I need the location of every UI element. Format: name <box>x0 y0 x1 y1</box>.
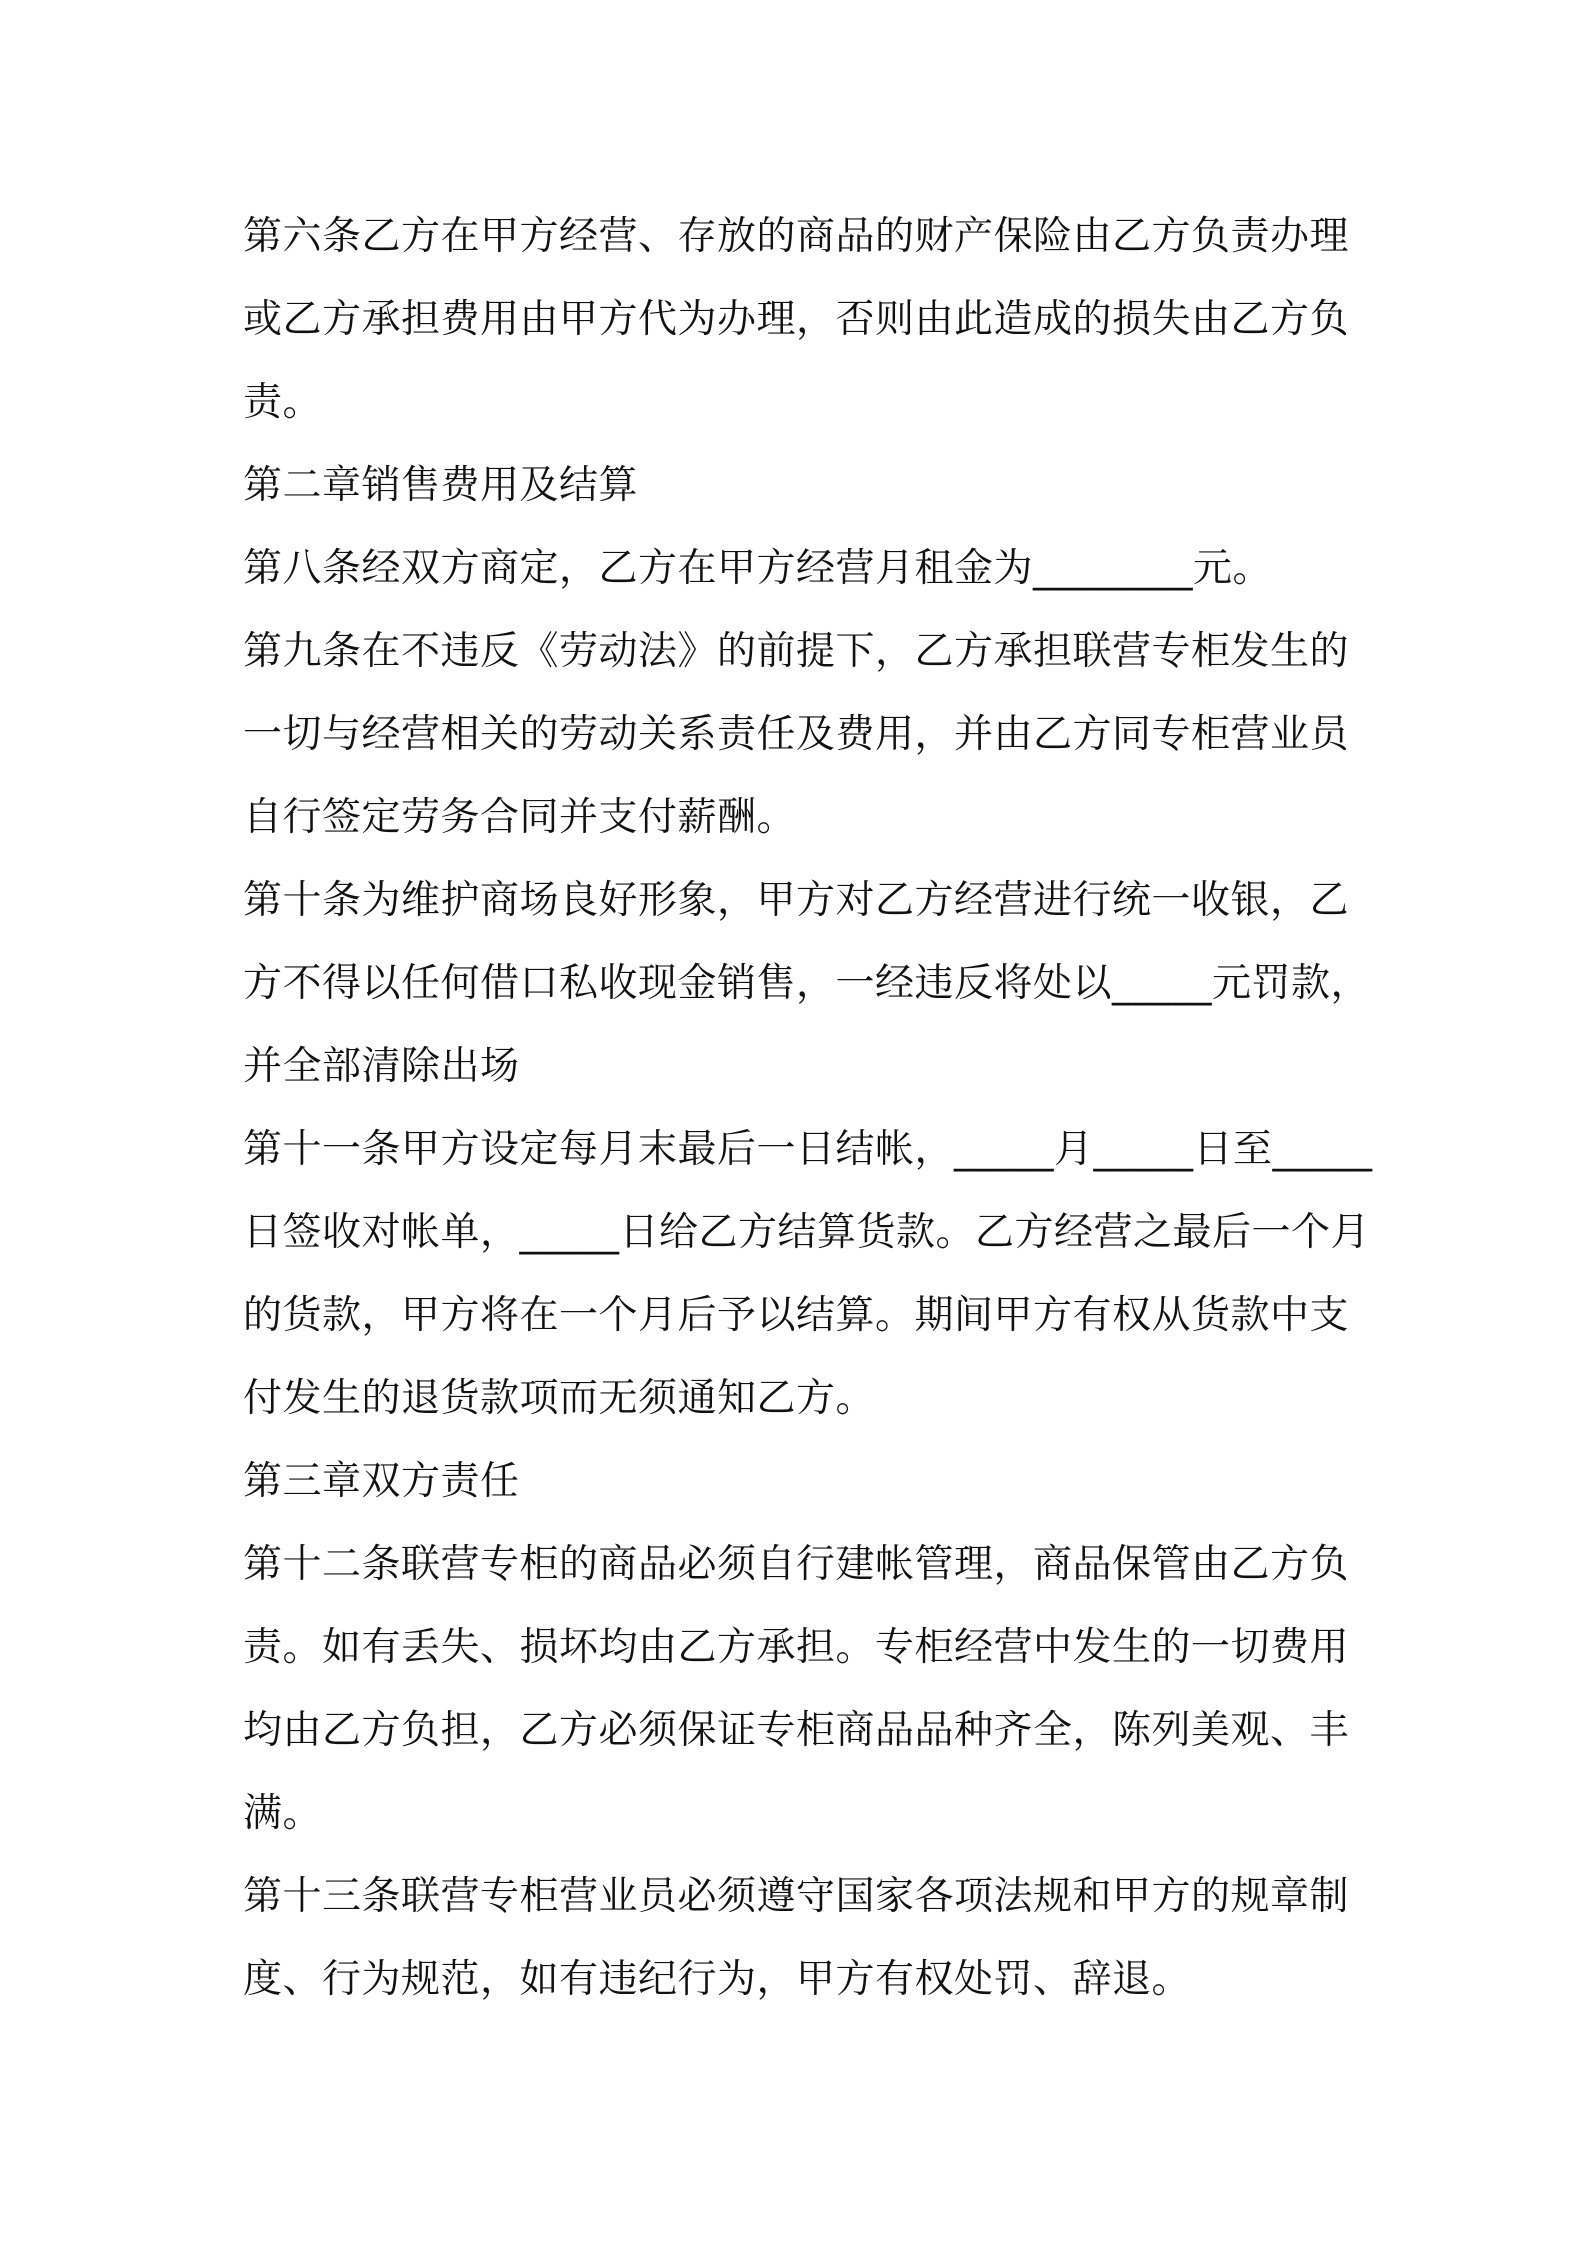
article-13: 第十三条联营专柜营业员必须遵守国家各项法规和甲方的规章制度、行为规范，如有违纪行为，甲方有权处罚、辞退。 <box>243 1874 1350 2002</box>
article-11: 第十一条甲方设定每月末最后一日结帐，_____月_____日至_____日签收对帐单，_____日给乙方结算货款。乙方经营之最后一个月的货款，甲方将在一个月后予以结算。期间甲方有权从货款中支付发生的退货款项而无须通知乙方。 <box>243 1127 1373 1421</box>
article-9: 第九条在不违反《劳动法》的前提下，乙方承担联营专柜发生的一切与经营相关的劳动关系责任及费用，并由乙方同专柜营业员自行签定劳务合同并支付薪酬。 <box>243 629 1350 840</box>
article-6: 第六条乙方在甲方经营、存放的商品的财产保险由乙方负责办理或乙方承担费用由甲方代为办理，否则由此造成的损失由乙方负责。 <box>243 214 1350 425</box>
article-12: 第十二条联营专柜的商品必须自行建帐管理，商品保管由乙方负责。如有丢失、损坏均由乙方承担。专柜经营中发生的一切费用均由乙方负担，乙方必须保证专柜商品品种齐全，陈列美观、丰满。 <box>243 1542 1350 1836</box>
chapter-3-heading: 第三章双方责任 <box>243 1459 520 1504</box>
document-body <box>243 195 1373 2021</box>
article-8: 第八条经双方商定，乙方在甲方经营月租金为________元。 <box>243 546 1273 591</box>
article-10: 第十条为维护商场良好形象，甲方对乙方经营进行统一收银，乙方不得以任何借口私收现金销售，一经违反将处以_____元罚款，并全部清除出场 <box>243 878 1371 1089</box>
chapter-2-heading: 第二章销售费用及结算 <box>243 463 639 508</box>
